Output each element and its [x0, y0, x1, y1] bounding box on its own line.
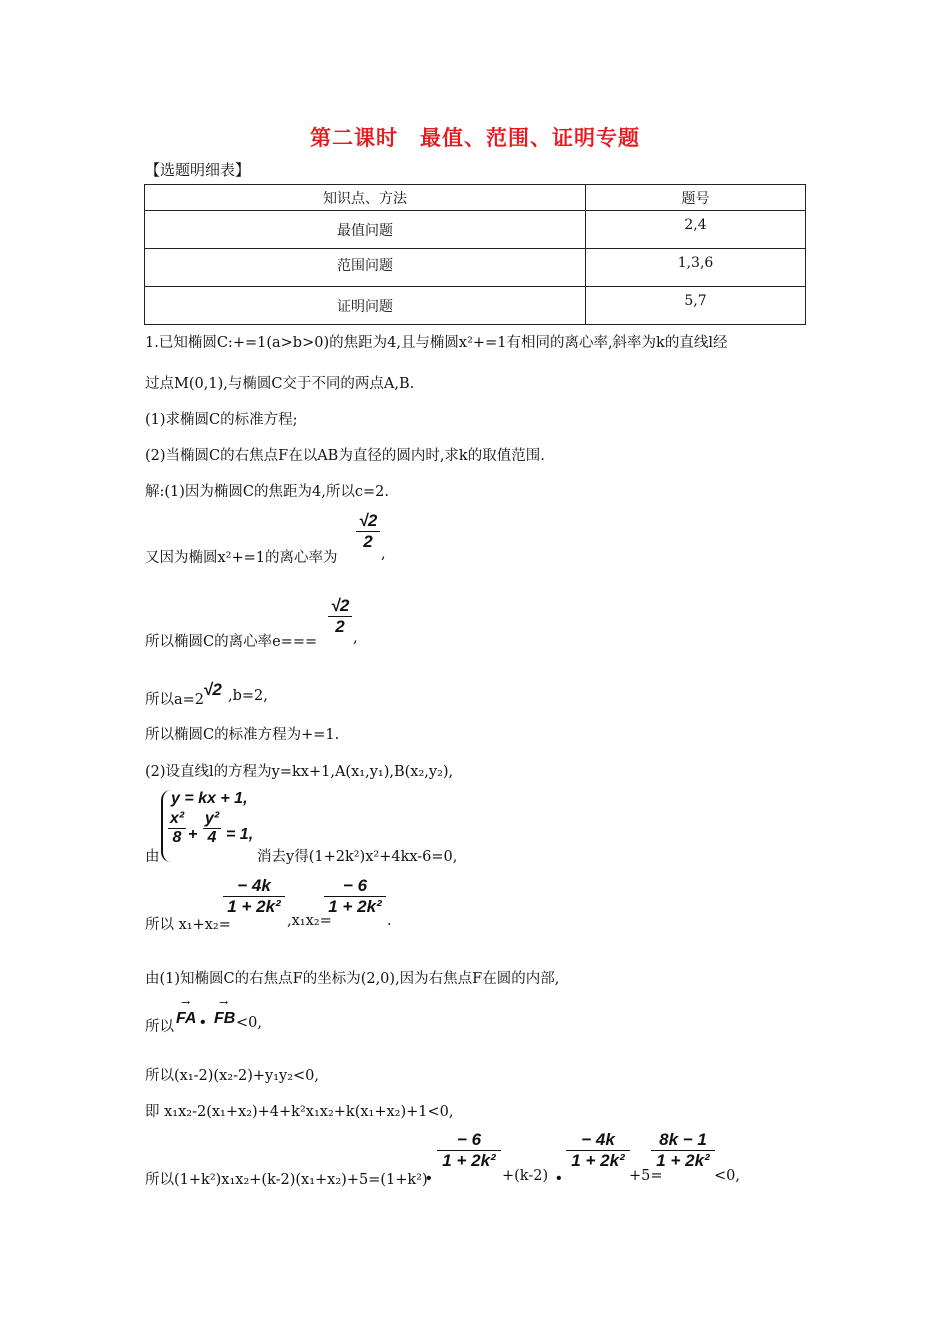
selection-table	[144, 184, 806, 325]
table-row	[145, 249, 806, 287]
problem-line: (1)求椭圆C的标准方程;	[145, 412, 298, 428]
table-cell: 证明问题	[145, 287, 586, 325]
solution-line: 所以椭圆C的标准方程为+=1.	[145, 727, 340, 743]
selection-table-label: 【选题明细表】	[145, 161, 251, 179]
fraction-8k-1: 8k − 1 1 + 2k²	[651, 1130, 715, 1171]
solution-line: 所以(1+k²)x₁x₂+(k-2)(x₁+x₂)+5=(1+k²)	[145, 1172, 428, 1188]
page-title: 第二课时 最值、范围、证明专题	[310, 126, 640, 150]
solution-line: 解:(1)因为椭圆C的焦距为4,所以c=2.	[145, 484, 389, 500]
solution-line: +(k-2)	[502, 1168, 549, 1184]
sqrt2-symbol: √2	[203, 680, 222, 699]
solution-line: 即 x₁x₂-2(x₁+x₂)+4+k²x₁x₂+k(x₁+x₂)+1<0,	[145, 1104, 454, 1120]
system-equation-2-rhs: = 1,	[226, 826, 254, 843]
solution-line: 由(1)知椭圆C的右焦点F的坐标为(2,0),因为右焦点F在圆的内部,	[145, 971, 560, 987]
vector-fb: FB	[214, 1010, 236, 1027]
solution-line: 消去y得(1+2k²)x²+4kx-6=0,	[257, 849, 458, 865]
solution-line: 又因为椭圆x²+=1的离心率为	[145, 550, 338, 566]
solution-line: 由	[145, 849, 160, 865]
solution-line: 所以 x₁+x₂=	[145, 917, 231, 933]
solution-line: +5=	[629, 1168, 663, 1184]
table-cell: 2,4	[586, 211, 806, 249]
vector-fa: FA	[176, 1010, 197, 1027]
fraction-x2-over-8: x² 8	[169, 810, 185, 846]
solution-line: 所以(x₁-2)(x₂-2)+y₁y₂<0,	[145, 1068, 319, 1084]
solution-line: ,x₁x₂=	[287, 913, 332, 929]
table-cell: 5,7	[586, 287, 806, 325]
table-cell: 最值问题	[145, 211, 586, 249]
solution-line: 所以椭圆C的离心率e===	[145, 634, 318, 650]
problem-line: 1.已知椭圆C:+=1(a>b>0)的焦距为4,且与椭圆x²+=1有相同的离心率,斜率为k的直线l经	[145, 335, 728, 351]
solution-line: ,b=2,	[228, 688, 268, 704]
fraction-product: − 6 1 + 2k²	[324, 876, 386, 917]
fraction-sqrt2-over-2: √2 2	[328, 596, 352, 637]
vector-arrow: →	[181, 996, 191, 1009]
solution-line: 所以	[145, 1019, 174, 1035]
table-cell: 范围问题	[145, 249, 586, 287]
fraction-sum: − 4k 1 + 2k²	[223, 876, 285, 917]
table-header-row	[145, 185, 806, 211]
fraction-y2-over-4: y² 4	[204, 810, 220, 846]
solution-line: 所以a=2	[145, 692, 205, 708]
table-header-cell: 题号	[586, 185, 806, 211]
fraction-sqrt2-over-2: √2 2	[356, 511, 380, 552]
solution-line: <0,	[714, 1168, 740, 1184]
system-equation-1: y = kx + 1,	[171, 790, 248, 807]
solution-line: (2)设直线l的方程为y=kx+1,A(x₁,y₁),B(x₂,y₂),	[145, 764, 454, 780]
problem-line: (2)当椭圆C的右焦点F在以AB为直径的圆内时,求k的取值范围.	[145, 448, 545, 464]
fraction-neg4k: − 4k 1 + 2k²	[566, 1130, 630, 1171]
table-row	[145, 211, 806, 249]
problem-line: 过点M(0,1),与椭圆C交于不同的两点A,B.	[145, 376, 415, 392]
table-cell: 1,3,6	[586, 249, 806, 287]
vector-arrow: →	[219, 996, 229, 1009]
table-row	[145, 287, 806, 325]
solution-line: <0,	[236, 1015, 262, 1031]
fraction-neg6: − 6 1 + 2k²	[437, 1130, 501, 1171]
table-header-cell: 知识点、方法	[145, 185, 586, 211]
